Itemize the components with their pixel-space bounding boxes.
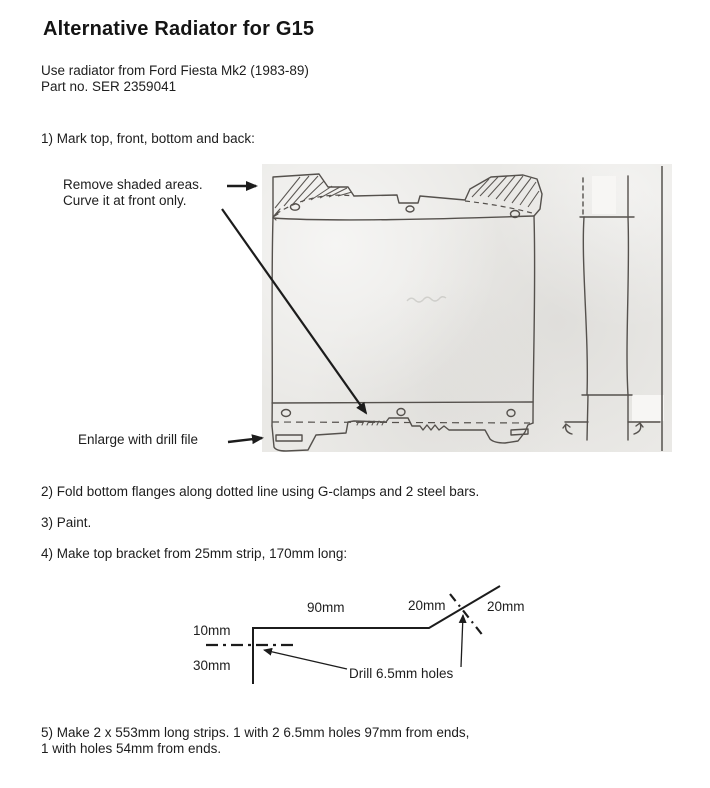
page-title: Alternative Radiator for G15 xyxy=(43,18,315,40)
step-3: 3) Paint. xyxy=(41,515,92,530)
bottom-fold-dotted-line xyxy=(272,422,530,423)
intro-block xyxy=(41,63,309,95)
faint-handwriting xyxy=(407,297,446,302)
annotation-remove-line-2: Curve it at front only. xyxy=(63,193,187,208)
dim-90mm: 90mm xyxy=(307,600,345,615)
step-2: 2) Fold bottom flanges along dotted line using G-clamps and 2 steel bars. xyxy=(41,484,480,499)
intro-line-2: Part no. SER 2359041 xyxy=(41,79,177,94)
radiator-sketch-scan xyxy=(262,164,672,452)
step-5 xyxy=(41,725,641,757)
scan-white-patch-bottom xyxy=(632,395,664,421)
drill-arrow-left xyxy=(264,650,347,669)
step-1: 1) Mark top, front, bottom and back: xyxy=(41,131,255,146)
annotation-remove-line-1: Remove shaded areas. xyxy=(63,177,203,192)
step-5-line-2: 1 with holes 54mm from ends. xyxy=(41,741,222,756)
intro-line-1: Use radiator from Ford Fiesta Mk2 (1983-89) xyxy=(41,63,309,78)
arrow-enlarge-drill-file xyxy=(228,438,262,442)
drill-arrow-right xyxy=(461,615,463,667)
step-4: 4) Make top bracket from 25mm strip, 170mm long: xyxy=(41,546,348,561)
annotation-remove-shaded xyxy=(63,177,203,209)
dim-20mm-left: 20mm xyxy=(408,598,446,613)
dim-10mm: 10mm xyxy=(193,623,231,638)
dim-20mm-right: 20mm xyxy=(487,599,525,614)
cut-line-dashdot xyxy=(450,594,484,637)
front-view xyxy=(272,174,542,451)
dim-30mm: 30mm xyxy=(193,658,231,673)
radiator-sketch-drawing xyxy=(262,164,672,452)
step-5-line-1: 5) Make 2 x 553mm long strips. 1 with 2 6.5mm holes 97mm from ends, xyxy=(41,725,470,740)
annotation-enlarge-drill-file: Enlarge with drill file xyxy=(78,432,199,447)
scan-white-patch-top xyxy=(592,176,616,214)
drill-holes-note: Drill 6.5mm holes xyxy=(349,666,454,681)
